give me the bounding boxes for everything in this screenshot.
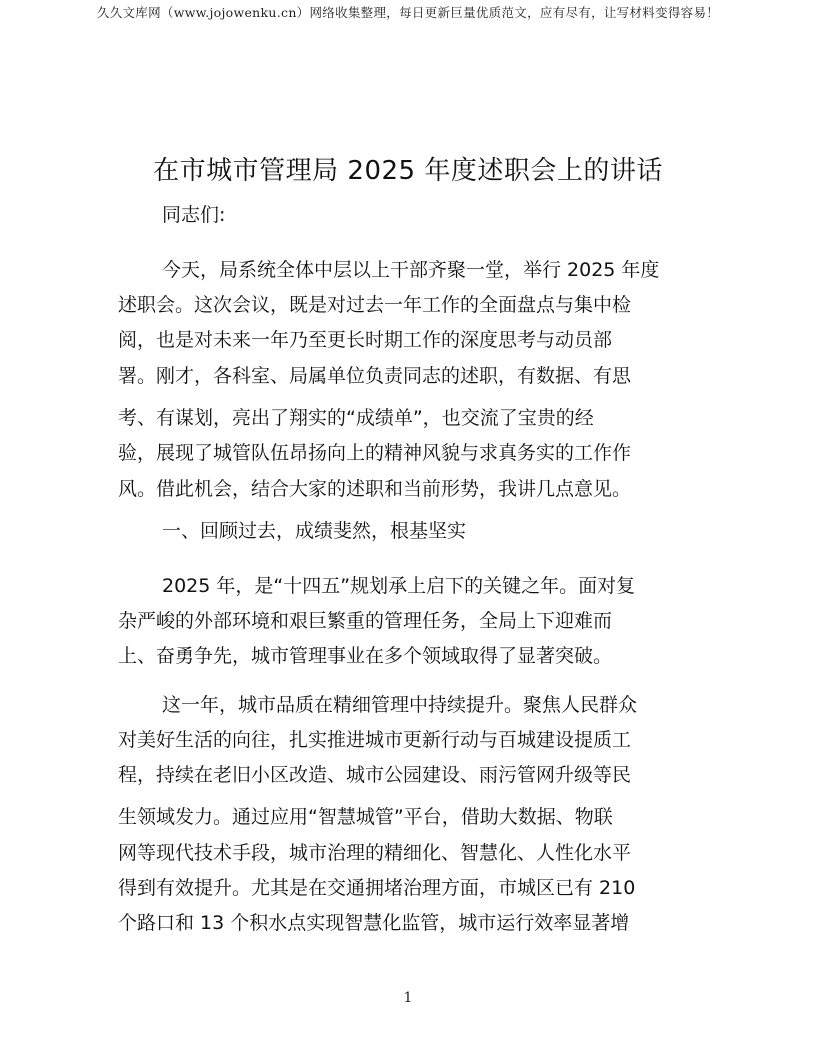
paragraph-line: 这一年，城市品质在精细管理中持续提升。聚焦人民群众: [162, 694, 638, 716]
paragraph-line: 考、有谋划，亮出了翔实的“成绩单”，也交流了宝贵的经: [118, 407, 594, 429]
section-heading: 一、回顾过去，成绩斐然，根基坚实: [162, 520, 467, 542]
page-number: 1: [403, 990, 413, 1006]
paragraph-line: 阅，也是对未来一年乃至更长时期工作的深度思考与动员部: [118, 329, 613, 351]
paragraph-line: 对美好生活的向往，扎实推进城市更新行动与百城建设提质工: [118, 729, 632, 751]
paragraph-line: 程，持续在老旧小区改造、城市公园建设、雨污管网升级等民: [118, 764, 632, 786]
paragraph-line: 风。借此机会，结合大家的述职和当前形势，我讲几点意见。: [118, 478, 632, 500]
paragraph-line: 今天，局系统全体中层以上干部齐聚一堂，举行 2025 年度: [162, 259, 660, 281]
salutation: 同志们:: [162, 204, 226, 226]
paragraph-line: 验，展现了城管队伍昂扬向上的精神风貌与求真务实的工作作: [118, 442, 632, 464]
paragraph-line: 署。刚才，各科室、局属单位负责同志的述职，有数据、有思: [118, 365, 632, 387]
paragraph-line: 网等现代技术手段，城市治理的精细化、智慧化、人性化水平: [118, 842, 632, 864]
paragraph-line: 得到有效提升。尤其是在交通拥堵治理方面，市城区已有 210: [118, 877, 636, 899]
site-header-notice: 久久文库网（www.jojowenku.cn）网络收集整理，每日更新巨量优质范文，应有尽有，让写材料变得容易！: [96, 5, 720, 20]
paragraph-line: 个路口和 13 个积水点实现智慧化监管，城市运行效率显著增: [118, 912, 630, 934]
document-title: 在市城市管理局 2025 年度述职会上的讲话: [153, 156, 663, 186]
paragraph-line: 杂严峻的外部环境和艰巨繁重的管理任务，全局上下迎难而: [118, 610, 613, 632]
paragraph-line: 生领域发力。通过应用“智慧城管”平台，借助大数据、物联: [118, 806, 613, 828]
paragraph-line: 上、奋勇争先，城市管理事业在多个领域取得了显著突破。: [118, 645, 613, 667]
paragraph-line: 述职会。这次会议，既是对过去一年工作的全面盘点与集中检: [118, 294, 632, 316]
paragraph-line: 2025 年，是“十四五”规划承上启下的关键之年。面对复: [162, 575, 636, 597]
